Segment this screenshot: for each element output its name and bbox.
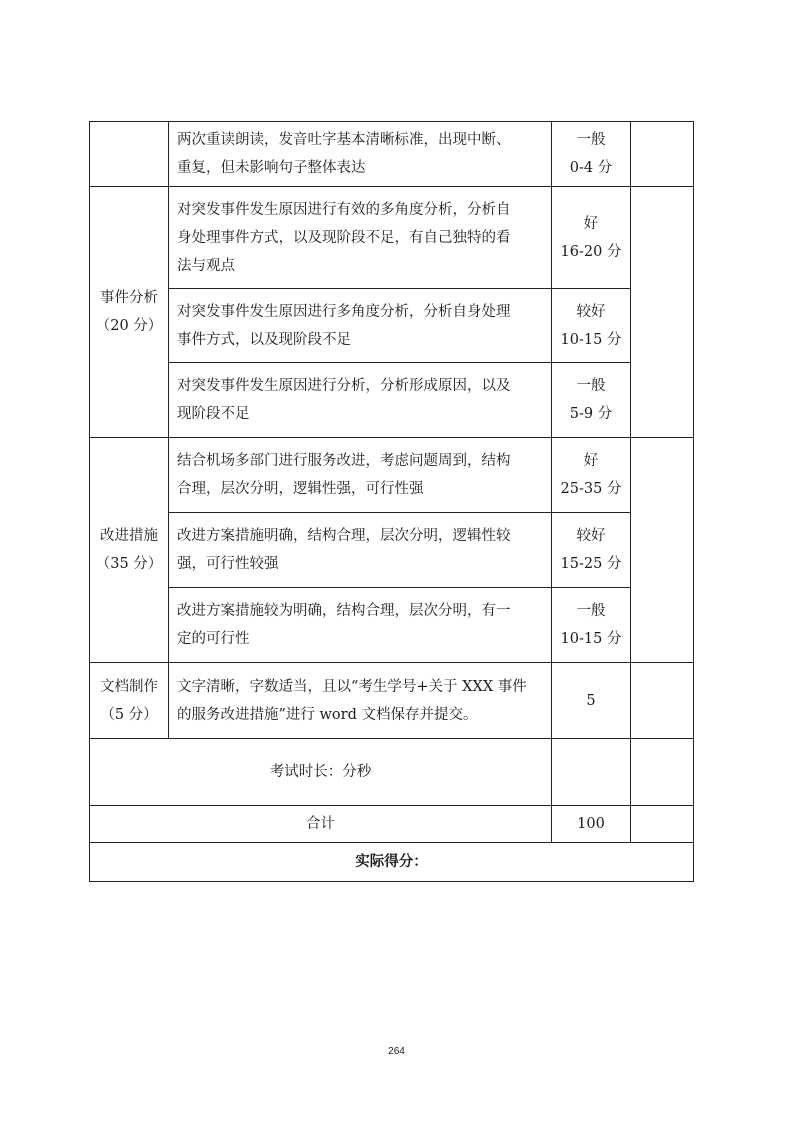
- table-row: [90, 438, 694, 513]
- score-cell: 较好 15-25 分: [552, 513, 631, 588]
- total-label: 合计: [90, 806, 552, 843]
- total-actual-cell[interactable]: [631, 806, 694, 843]
- table-row: [90, 843, 694, 882]
- category-improvement: 改进措施 （35 分）: [90, 438, 169, 663]
- category-document: 文档制作 （5 分）: [90, 663, 169, 739]
- table-row: [90, 739, 694, 806]
- actual-score-cell[interactable]: [631, 438, 694, 663]
- table-row: [90, 122, 694, 187]
- table-row: [90, 588, 694, 663]
- actual-score-cell[interactable]: [631, 187, 694, 438]
- category-cell-empty: [90, 122, 169, 187]
- criterion-cell: 改进方案措施明确，结构合理，层次分明，逻辑性较 强，可行性较强: [169, 513, 552, 588]
- criterion-cell: 改进方案措施较为明确，结构合理，层次分明，有一 定的可行性: [169, 588, 552, 663]
- table-row: [90, 806, 694, 843]
- criterion-cell: 文字清晰，字数适当，且以“考生学号+关于 XXX 事件 的服务改进措施”进行 word 文档保存并提交。: [169, 663, 552, 739]
- criterion-cell: 对突发事件发生原因进行多角度分析，分析自身处理 事件方式，以及现阶段不足: [169, 289, 552, 363]
- score-cell: 5: [552, 663, 631, 739]
- category-event-analysis: 事件分析 （20 分）: [90, 187, 169, 438]
- actual-score-cell[interactable]: [631, 663, 694, 739]
- table-row: [90, 187, 694, 289]
- score-cell: 一般 5-9 分: [552, 363, 631, 438]
- exam-time-actual-cell[interactable]: [631, 739, 694, 806]
- exam-time-label: 考试时长：分秒: [90, 739, 552, 806]
- table-row: [90, 289, 694, 363]
- score-cell: 较好 10-15 分: [552, 289, 631, 363]
- page-number: 264: [388, 1046, 405, 1057]
- total-value: 100: [552, 806, 631, 843]
- score-cell: 好 25-35 分: [552, 438, 631, 513]
- table-row: [90, 363, 694, 438]
- table-row: [90, 513, 694, 588]
- criterion-cell: 对突发事件发生原因进行分析，分析形成原因，以及 现阶段不足: [169, 363, 552, 438]
- score-cell: 一般 0-4 分: [552, 122, 631, 187]
- scoring-table: [89, 121, 694, 882]
- actual-score-cell[interactable]: [631, 122, 694, 187]
- actual-score-label: 实际得分：: [90, 843, 694, 882]
- criterion-cell: 对突发事件发生原因进行有效的多角度分析，分析自 身处理事件方式，以及现阶段不足，有自己独特的看 法与观点: [169, 187, 552, 289]
- score-cell: 一般 10-15 分: [552, 588, 631, 663]
- criterion-cell: 两次重读朗读，发音吐字基本清晰标准，出现中断、 重复，但未影响句子整体表达: [169, 122, 552, 187]
- criterion-cell: 结合机场多部门进行服务改进，考虑问题周到，结构 合理，层次分明，逻辑性强，可行性强: [169, 438, 552, 513]
- exam-time-score-cell: [552, 739, 631, 806]
- table-row: [90, 663, 694, 739]
- score-cell: 好 16-20 分: [552, 187, 631, 289]
